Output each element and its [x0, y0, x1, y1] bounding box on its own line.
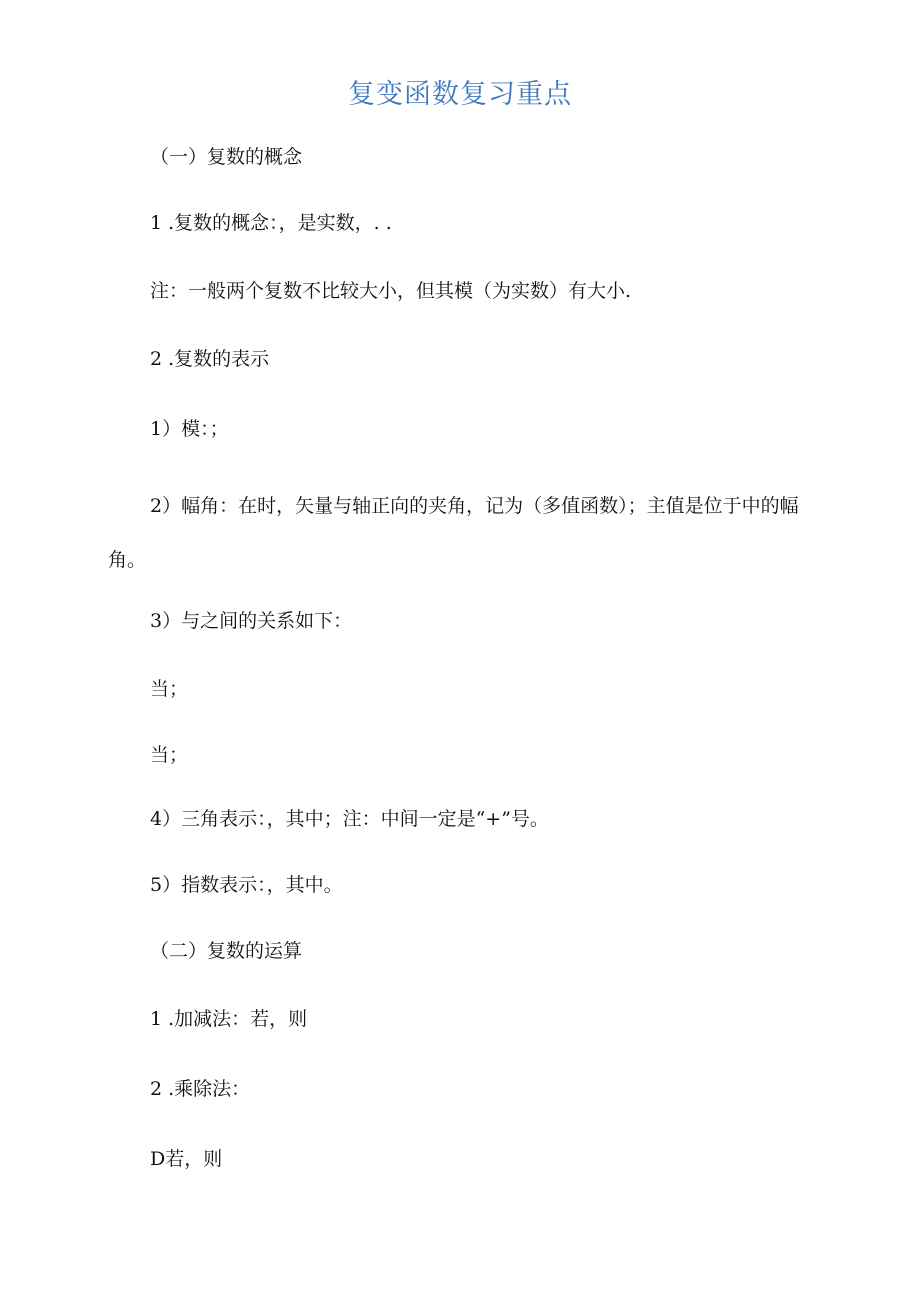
paragraph-mul-div: 2 .乘除法： — [150, 1078, 251, 1100]
paragraph-complex-concept: 1 .复数的概念：，是实数，. . — [150, 212, 392, 234]
paragraph-representation: 2 .复数的表示 — [150, 348, 270, 370]
paragraph-note-comparison: 注：一般两个复数不比较大小，但其模（为实数）有大小. — [150, 280, 632, 302]
paragraph-modulus: 1）模：； — [150, 418, 229, 440]
paragraph-add-sub: 1 .加减法：若，则 — [150, 1008, 308, 1030]
paragraph-case-1: 当； — [150, 678, 189, 700]
section-heading-2: （二）复数的运算 — [150, 940, 303, 962]
paragraph-relation: 3）与之间的关系如下： — [150, 610, 353, 632]
paragraph-argument: 2）幅角：在时，矢量与轴正向的夹角，记为（多值函数）；主值是位于中的幅角。 — [108, 495, 799, 571]
document-title: 复变函数复习重点 — [348, 79, 572, 110]
paragraph-trig-form: 4）三角表示：，其中；注：中间一定是“+”号。 — [150, 808, 549, 830]
paragraph-case-2: 当； — [150, 744, 189, 766]
paragraph-exp-form: 5）指数表示：，其中。 — [150, 874, 343, 896]
section-heading-1: （一）复数的概念 — [150, 146, 303, 168]
paragraph-if-then: D若，则 — [150, 1148, 223, 1170]
